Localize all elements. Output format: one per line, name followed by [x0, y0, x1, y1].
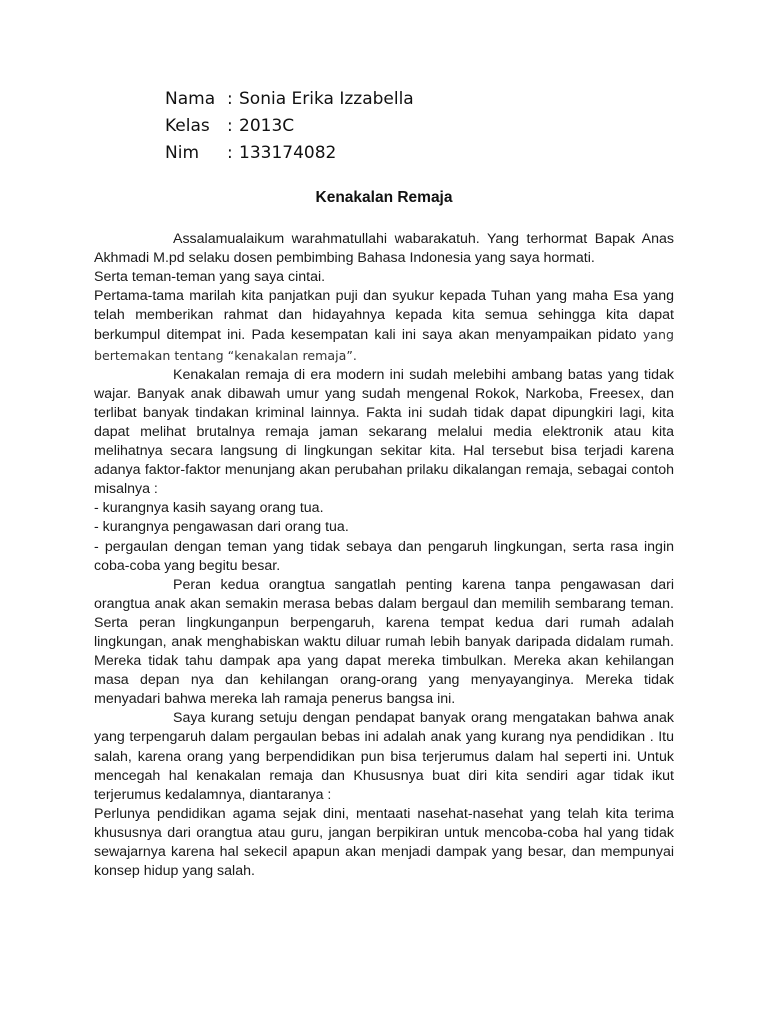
name-row	[165, 86, 414, 113]
paragraph-opening-text: Pertama-tama marilah kita panjatkan puji dan syukur kepada Tuhan yang maha Esa yang telah memberikan rahmat dan hidayahnya kepada kita semua sehingga kita dapat berkumpul ditempat ini. Pada kesempatan kali ini saya akan menyampaikan pidato	[94, 288, 674, 344]
document-body	[94, 230, 674, 881]
class-label: Kelas	[165, 116, 210, 136]
paragraph-delinquency: Kenakalan remaja di era modern ini sudah melebihi ambang batas yang tidak wajar. Banyak anak dibawah umur yang sudah mengenal Rokok, Narkoba, Freesex, dan terlibat banyak tindakan kriminal lainnya. Fakta ini sudah tidak dapat dipungkiri lagi, kita dapat melihat brutalnya remaja jaman sekarang melalui media elektronik atau kita melihatnya secara langsung di lingkungan sekitar kita. Hal tersebut bisa terjadi karena adanya faktor-faktor menunjang akan perubahan prilaku dikalangan remaja, sebagai contoh misalnya :	[94, 366, 674, 498]
paragraph-greeting: Assalamualaikum warahmatullahi wabarakatuh. Yang terhormat Bapak Anas Akhmadi M.pd selaku dosen pembimbing Bahasa Indonesia yang saya hormati.	[94, 231, 674, 267]
document-title: Kenakalan Remaja	[315, 189, 453, 206]
paragraph-opening-theme: yang bertemakan tentang “kenakalan remaja”.	[94, 327, 674, 363]
nim-row	[165, 140, 414, 167]
class-colon: :	[227, 116, 233, 136]
nim-colon: :	[227, 143, 233, 163]
paragraph-opinion: Saya kurang setuju dengan pendapat banyak orang mengatakan bahwa anak yang terpengaruh dalam pergaulan bebas ini adalah anak yang kurang nya pendidikan . Itu salah, karena orang yang berpendidikan pun bisa terjerumus dalam hal seperti ini. Untuk mencegah hal kenakalan remaja dan Khususnya buat diri kita sendiri agar tidak ikut terjerumus kedalamnya, diantaranya :	[94, 710, 674, 803]
list-item: - kurangnya pengawasan dari orang tua.	[94, 519, 349, 536]
nim-value: 133174082	[239, 143, 337, 163]
list-item: - kurangnya kasih sayang orang tua.	[94, 500, 324, 517]
name-value: Sonia Erika Izzabella	[239, 89, 414, 109]
student-info	[165, 86, 414, 167]
list-item: - pergaulan dengan teman yang tidak sebaya dan pengaruh lingkungan, serta rasa ingin coba-coba yang begitu besar.	[94, 538, 674, 574]
nim-label: Nim	[165, 143, 199, 163]
paragraph-opening	[94, 287, 674, 365]
name-label: Nama	[165, 89, 216, 109]
paragraph-prevention: Perlunya pendidikan agama sejak dini, mentaati nasehat-nasehat yang telah kita terima khususnya dari orangtua atau guru, jangan berpikiran untuk mencoba-coba hal yang tidak sewajarnya karena hal sekecil apapun akan menjadi dampak yang besar, dan mempunyai konsep hidup yang salah.	[94, 805, 674, 880]
paragraph-friends: Serta teman-teman yang saya cintai.	[94, 269, 326, 286]
class-row	[165, 113, 414, 140]
paragraph-parents-role: Peran kedua orangtua sangatlah penting karena tanpa pengawasan dari orangtua anak akan semakin merasa bebas dalam bergaul dan memilih sembarang teman. Serta peran lingkunganpun berpengaruh, karena tempat kedua dari rumah adalah lingkungan, anak menghabiskan waktu diluar rumah lebih banyak daripada didalam rumah. Mereka tidak tahu dampak apa yang dapat mereka timbulkan. Mereka akan kehilangan masa depan nya dan kehilangan orang-orang yang menyayanginya. Mereka tidak menyadari bahwa mereka lah ramaja penerus bangsa ini.	[94, 576, 674, 708]
class-value: 2013C	[239, 116, 295, 136]
name-colon: :	[227, 89, 233, 109]
